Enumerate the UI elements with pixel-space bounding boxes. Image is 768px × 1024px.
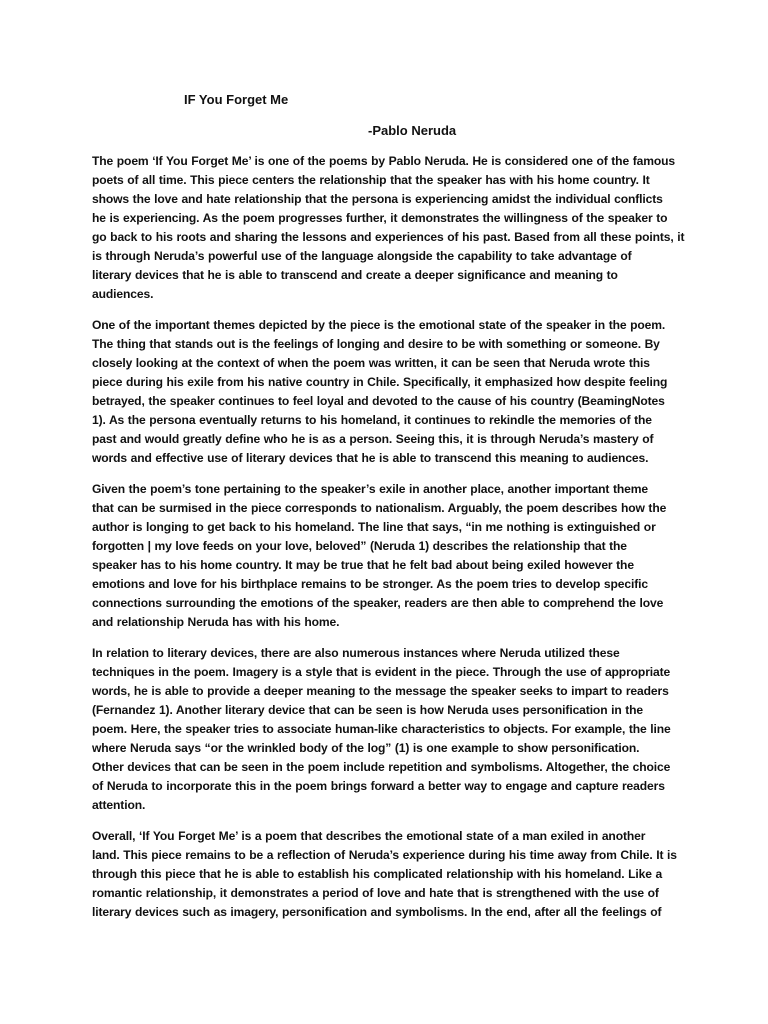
text-line: One of the important themes depicted by the piece is the emotional state of the speaker in the poem. bbox=[92, 318, 666, 332]
text-line: past and would greatly define who he is as a person. Seeing this, it is through Neruda’s mastery of bbox=[92, 432, 654, 446]
document-author: -Pablo Neruda bbox=[368, 123, 457, 138]
document-title: IF You Forget Me bbox=[184, 92, 289, 107]
document-body bbox=[92, 152, 684, 934]
text-line: closely looking at the context of when the poem was written, it can be seen that Neruda wrote this bbox=[92, 356, 650, 370]
text-line: techniques in the poem. Imagery is a style that is evident in the piece. Through the use of appropriate bbox=[92, 665, 671, 679]
text-line: poem. Here, the speaker tries to associate human-like characteristics to objects. For example, the line bbox=[92, 722, 671, 736]
paragraph-5 bbox=[92, 827, 684, 922]
paragraph-3 bbox=[92, 480, 684, 632]
text-line: 1). As the persona eventually returns to his homeland, it continues to rekindle the memories of the bbox=[92, 413, 652, 427]
text-line: Given the poem’s tone pertaining to the speaker’s exile in another place, another important theme bbox=[92, 482, 648, 496]
text-line: is through Neruda’s powerful use of the language alongside the capability to take advantage of bbox=[92, 249, 632, 263]
text-line: and relationship Neruda has with his home. bbox=[92, 615, 340, 629]
text-line: romantic relationship, it demonstrates a period of love and hate that is strengthened with the use of bbox=[92, 886, 659, 900]
text-line: In relation to literary devices, there are also numerous instances where Neruda utilized these bbox=[92, 646, 620, 660]
text-line: words and effective use of literary devices that he is able to transcend this meaning to audiences. bbox=[92, 451, 649, 465]
text-line: shows the love and hate relationship that the persona is experiencing amidst the individual conflicts bbox=[92, 192, 663, 206]
text-line: of Neruda to incorporate this in the poem brings forward a better way to engage and capture readers bbox=[92, 779, 665, 793]
text-line: where Neruda says “or the wrinkled body of the log” (1) is one example to show personification. bbox=[92, 741, 640, 755]
text-line: literary devices such as imagery, personification and symbolisms. In the end, after all the feelings of bbox=[92, 905, 662, 919]
text-line: literary devices that he is able to transcend and create a deeper significance and meaning to bbox=[92, 268, 618, 282]
text-line: piece during his exile from his native country in Chile. Specifically, it emphasized how despite feeling bbox=[92, 375, 668, 389]
text-line: through this piece that he is able to establish his complicated relationship with his homeland. Like a bbox=[92, 867, 663, 881]
text-line: author is longing to get back to his homeland. The line that says, “in me nothing is extinguished or bbox=[92, 520, 656, 534]
text-line: emotions and love for his birthplace remains to be stronger. As the poem tries to develop specific bbox=[92, 577, 649, 591]
text-line: land. This piece remains to be a reflection of Neruda’s experience during his time away from Chile. It is bbox=[92, 848, 677, 862]
text-line: (Fernandez 1). Another literary device that can be seen is how Neruda uses personification in the bbox=[92, 703, 644, 717]
text-line: go back to his roots and sharing the lessons and experiences of his past. Based from all these points, it bbox=[92, 230, 685, 244]
text-line: that can be surmised in the piece corresponds to nationalism. Arguably, the poem describes how the bbox=[92, 501, 667, 515]
text-line: attention. bbox=[92, 798, 146, 812]
text-line: The poem ‘If You Forget Me’ is one of the poems by Pablo Neruda. He is considered one of the famous bbox=[92, 154, 675, 168]
text-line: forgotten | my love feeds on your love, beloved” (Neruda 1) describes the relationship that the bbox=[92, 539, 627, 553]
paragraph-1 bbox=[92, 152, 684, 304]
text-line: betrayed, the speaker continues to feel loyal and devoted to the cause of his country (BeamingNotes bbox=[92, 394, 665, 408]
text-line: audiences. bbox=[92, 287, 154, 301]
text-line: The thing that stands out is the feelings of longing and desire to be with something or someone. By bbox=[92, 337, 660, 351]
text-line: speaker has to his home country. It may be true that he felt bad about being exiled however the bbox=[92, 558, 634, 572]
text-line: Other devices that can be seen in the poem include repetition and symbolisms. Altogether, the choice bbox=[92, 760, 671, 774]
text-line: he is experiencing. As the poem progresses further, it demonstrates the willingness of the speaker to bbox=[92, 211, 668, 225]
text-line: words, he is able to provide a deeper meaning to the message the speaker seeks to impart to readers bbox=[92, 684, 669, 698]
paragraph-4 bbox=[92, 644, 684, 815]
text-line: poets of all time. This piece centers the relationship that the speaker has with his home country. It bbox=[92, 173, 650, 187]
text-line: Overall, ‘If You Forget Me’ is a poem that describes the emotional state of a man exiled in another bbox=[92, 829, 646, 843]
paragraph-2 bbox=[92, 316, 684, 468]
text-line: connections surrounding the emotions of the speaker, readers are then able to comprehend the love bbox=[92, 596, 664, 610]
